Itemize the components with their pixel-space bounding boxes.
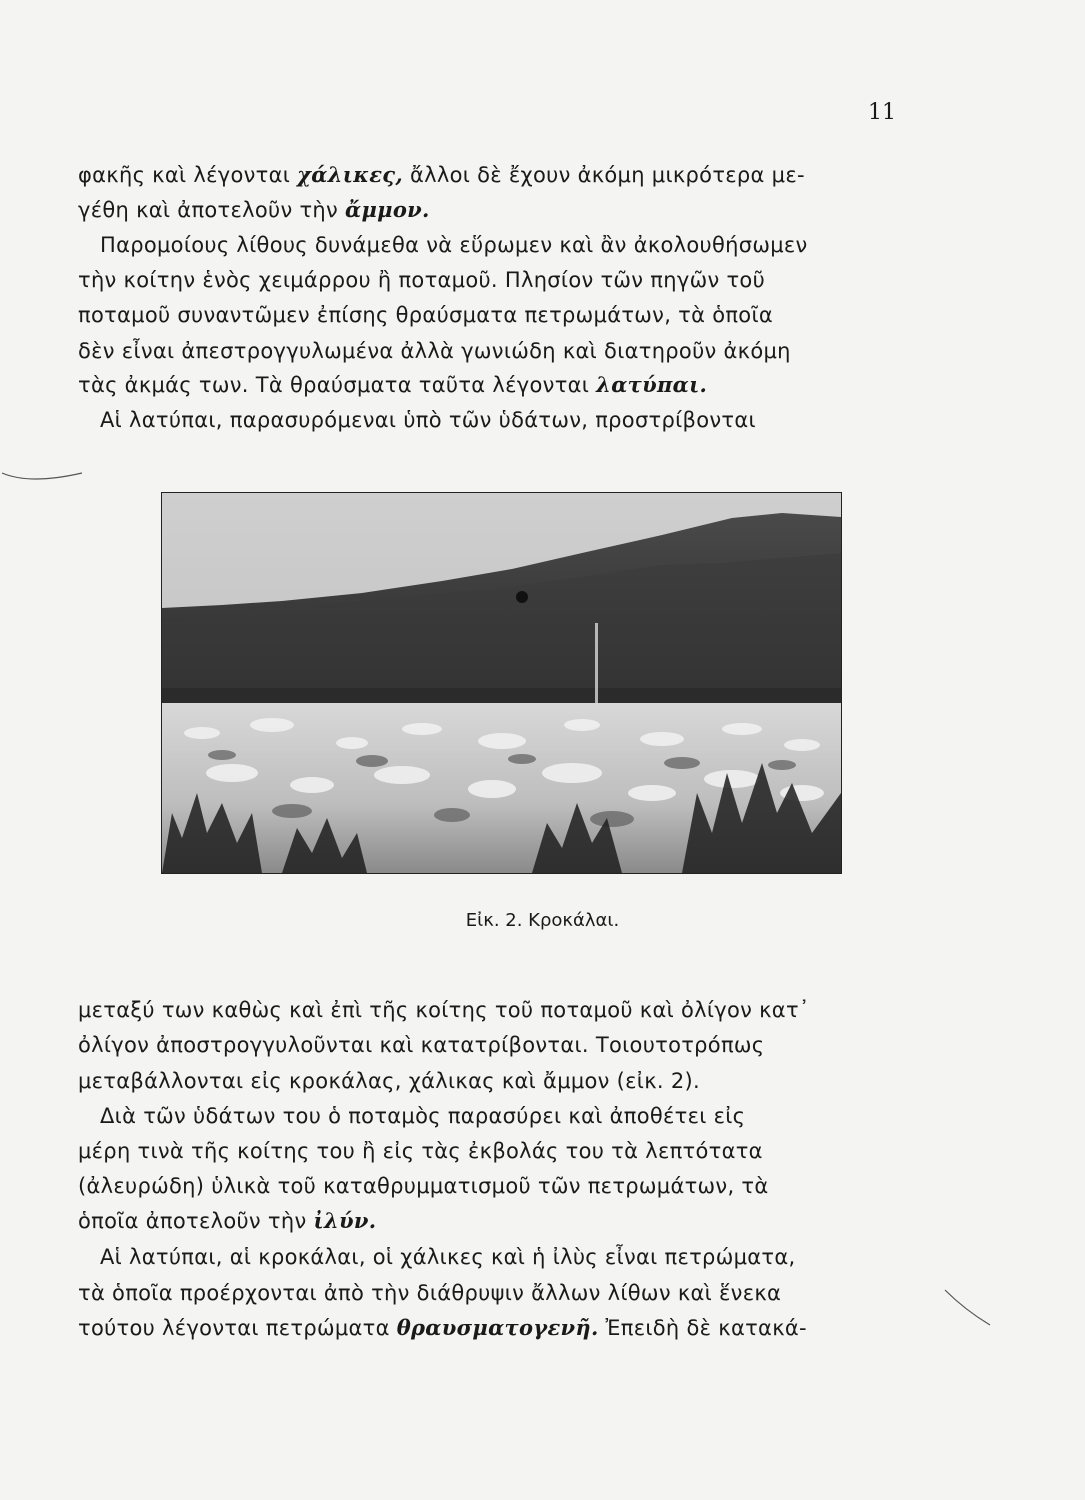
term-chalikes: χάλικες, (297, 162, 404, 187)
text-line: φακῆς καὶ λέγονται χάλικες, ἄλλοι δὲ ἔχουν ἀκόμη μικρότερα με- (78, 162, 805, 187)
figure-caption: Εἰκ. 2. Κροκάλαι. (465, 910, 620, 931)
text-line: ὁποῖα ἀποτελοῦν τὴν ἰλύν. (78, 1208, 377, 1233)
scan-mark-right (940, 1285, 1000, 1335)
text-line: τὴν κοίτην ἑνὸς χειμάρρου ἢ ποταμοῦ. Πλησίον τῶν πηγῶν τοῦ (78, 268, 766, 292)
text-line: μεταξύ των καθὼς καὶ ἐπὶ τῆς κοίτης τοῦ ποταμοῦ καὶ ὀλίγον κατ᾽ (78, 998, 810, 1022)
text-line: τούτου λέγονται πετρώματα θραυσματογενῆ. Ἐπειδὴ δὲ κατακά- (78, 1315, 807, 1340)
riverbed-photo (161, 492, 842, 874)
term-thrausmatogeni: θραυσματογενῆ. (396, 1315, 599, 1340)
text-line: τὰς ἀκμάς των. Τὰ θραύσματα ταῦτα λέγονται λατύπαι. (78, 372, 708, 397)
text-line: Διὰ τῶν ὑδάτων του ὁ ποταμὸς παρασύρει καὶ ἀποθέτει εἰς (100, 1104, 746, 1128)
text-line: (ἀλευρώδη) ὑλικὰ τοῦ καταθρυμματισμοῦ τῶν πετρωμάτων, τὰ (78, 1174, 769, 1198)
text-line: δὲν εἶναι ἀπεστρογγυλωμένα ἀλλὰ γωνιώδη καὶ διατηροῦν ἀκόμη (78, 339, 791, 363)
text-line: Παρομοίους λίθους δυνάμεθα νὰ εὕρωμεν καὶ ἂν ἀκολουθήσωμεν (100, 233, 808, 257)
text-line: ποταμοῦ συναντῶμεν ἐπίσης θραύσματα πετρωμάτων, τὰ ὁποῖα (78, 303, 774, 327)
text-line: μέρη τινὰ τῆς κοίτης του ἢ εἰς τὰς ἐκβολάς του τὰ λεπτότατα (78, 1139, 763, 1163)
text-line: τὰ ὁποῖα προέρχονται ἀπὸ τὴν διάθρυψιν ἄλλων λίθων καὶ ἕνεκα (78, 1281, 782, 1305)
text-line: ὀλίγον ἀποστρογγυλοῦνται καὶ κατατρίβονται. Τοιουτοτρόπως (78, 1033, 765, 1057)
text-line: μεταβάλλονται εἰς κροκάλας, χάλικας καὶ ἄμμον (εἰκ. 2). (78, 1069, 700, 1093)
page-number: 11 (868, 100, 896, 125)
text-line: γέθη καὶ ἀποτελοῦν τὴν ἄμμον. (78, 197, 430, 222)
term-ammon: ἄμμον. (345, 197, 430, 222)
scan-mark-left (0, 455, 90, 495)
text-line: Αἱ λατύπαι, αἱ κροκάλαι, οἱ χάλικες καὶ ἡ ἰλὺς εἶναι πετρώματα, (100, 1245, 796, 1269)
term-ilyn: ἰλύν. (313, 1208, 377, 1233)
term-latypai: λατύπαι. (596, 372, 708, 397)
text-line: Αἱ λατύπαι, παρασυρόμεναι ὑπὸ τῶν ὑδάτων, προστρίβονται (100, 408, 756, 432)
